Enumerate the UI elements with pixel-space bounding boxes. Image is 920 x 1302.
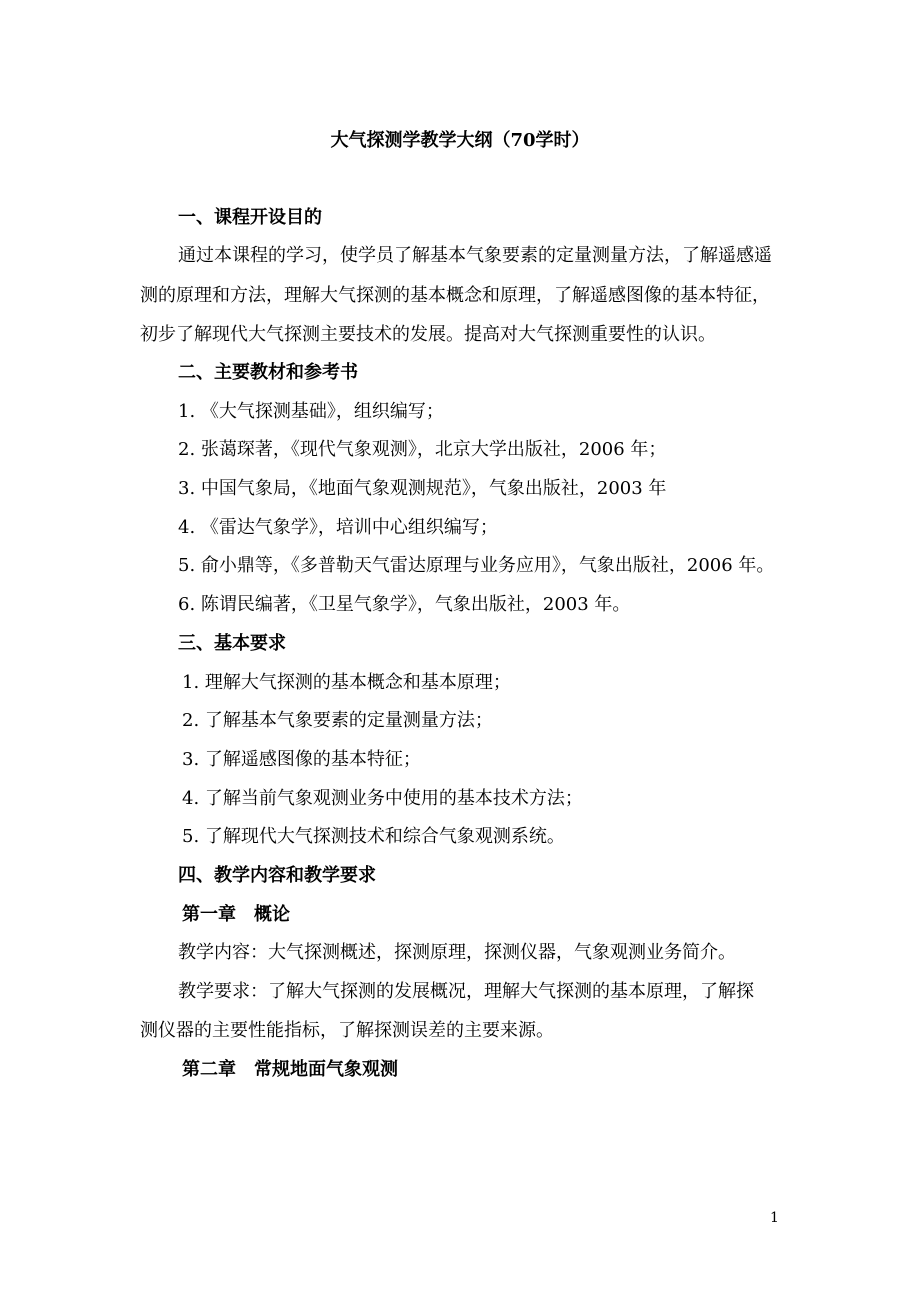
section-heading-purpose: 一、课程开设目的	[178, 207, 322, 228]
list-item: 4. 了解当前气象观测业务中使用的基本技术方法；	[182, 788, 583, 809]
section-heading-textbooks: 二、主要教材和参考书	[178, 362, 358, 383]
paragraph-line: 教学要求：了解大气探测的发展概况，理解大气探测的基本原理，了解探	[178, 981, 754, 1002]
chapter-heading: 第二章 常规地面气象观测	[182, 1059, 398, 1080]
page-number: 1	[770, 1210, 779, 1226]
list-item: 2. 张蔼琛著，《现代气象观测》，北京大学出版社，2006 年；	[178, 439, 667, 460]
paragraph-line: 测仪器的主要性能指标，了解探测误差的主要来源。	[140, 1020, 554, 1041]
section-heading-content: 四、教学内容和教学要求	[178, 865, 376, 886]
paragraph-line: 通过本课程的学习，使学员了解基本气象要素的定量测量方法，了解遥感遥	[178, 245, 772, 266]
paragraph-line: 初步了解现代大气探测主要技术的发展。提高对大气探测重要性的认识。	[140, 324, 716, 345]
list-item: 2. 了解基本气象要素的定量测量方法；	[182, 710, 493, 731]
page-title: 大气探测学教学大纲（70学时）	[330, 130, 590, 151]
paragraph-line: 测的原理和方法，理解大气探测的基本概念和原理，了解遥感图像的基本特征，	[140, 285, 770, 306]
list-item: 1. 理解大气探测的基本概念和基本原理；	[182, 672, 511, 693]
paragraph-line: 教学内容：大气探测概述，探测原理，探测仪器，气象观测业务简介。	[178, 942, 736, 963]
list-item: 3. 中国气象局，《地面气象观测规范》，气象出版社，2003 年	[178, 478, 667, 499]
section-heading-requirements: 三、基本要求	[178, 633, 286, 654]
list-item: 6. 陈谓民编著，《卫星气象学》，气象出版社，2003 年。	[178, 594, 631, 615]
list-item: 5. 俞小鼎等，《多普勒天气雷达原理与业务应用》，气象出版社，2006 年。	[178, 555, 775, 576]
list-item: 3. 了解遥感图像的基本特征；	[182, 749, 421, 770]
list-item: 5. 了解现代大气探测技术和综合气象观测系统。	[182, 826, 565, 847]
chapter-heading: 第一章 概论	[182, 904, 290, 925]
list-item: 1. 《大气探测基础》，组织编写；	[178, 401, 444, 422]
list-item: 4. 《雷达气象学》，培训中心组织编写；	[178, 517, 498, 538]
